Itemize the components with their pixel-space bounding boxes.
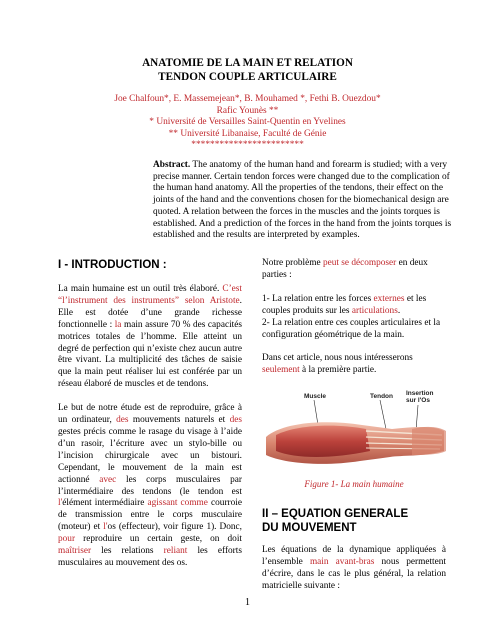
right-paragraph-5: Les équations de la dynamique appliquées à l’ensemble main avant-bras nous permettent d’écrire, dans le cas le plus général, la relation matricielle suivante : bbox=[262, 545, 446, 591]
figure-label-muscle: Muscle bbox=[304, 393, 327, 401]
right-column bbox=[262, 258, 446, 593]
right-paragraph-4: Dans cet article, nous nous intéresserons seulement à la première partie. bbox=[262, 353, 413, 376]
abstract-label: Abstract. bbox=[153, 160, 191, 170]
abstract bbox=[153, 160, 460, 242]
authors-line-2: Rafic Younès ** bbox=[216, 105, 279, 116]
paper-title-line1: ANATOMIE DE LA MAIN ET RELATION bbox=[142, 57, 353, 69]
right-paragraph-3: 2- La relation entre ces couples articulaires et la configuration géométrique de la main. bbox=[262, 317, 441, 340]
right-paragraph-2: 1- La relation entre les forces externes et les couples produits sur les articulations. bbox=[262, 293, 427, 316]
section2-heading-line2: DU MOUVEMENT bbox=[262, 522, 357, 535]
left-column bbox=[58, 258, 242, 570]
affiliation-2: ** Université Libanaise, Faculté de Génie bbox=[168, 128, 327, 139]
figure-label-tendon: Tendon bbox=[370, 393, 393, 401]
section2-heading-line1: II – EQUATION GENERALE bbox=[262, 508, 409, 521]
intro-paragraph-1: La main humaine est un outil très élaboré. C’est “l’instrument des instruments” selon Aristote. Elle est dotée d’une grande richesse fonctionnelle : la main assure 70 % des capacités motrices totales de l’homme. Elle atteint un degré de perfection qui n’existe chez aucun autre être vivant. La multiplicité des tâches de saisie que la main peut réaliser lui est conférée par un réseau élaboré de muscles et de tendons. bbox=[58, 284, 242, 390]
paper-title-line2: TENDON COUPLE ARTICULAIRE bbox=[158, 71, 337, 83]
abstract-text: The anatomy of the human hand and forearm is studied; with a very precise manner. Certain tendon forces were changed due to the complication of the human hand anatomy. All the properties of the tendons, their effect on the joints of the hand and the conventions chosen for the biomechanical design are quoted. A relation between the forces in the muscles and the joints torques is established. And a prediction of the forces in the hand from the joints torques is established and the results are interpreted by examples. bbox=[153, 160, 452, 241]
figure-caption: Figure 1- La main humaine bbox=[304, 479, 404, 490]
separator-stars: ************************ bbox=[191, 140, 304, 151]
intro-paragraph-2: Le but de notre étude est de reproduire, grâce à un ordinateur, des mouvements naturels et des gestes précis comme le rasage du visage à l’aide d’un rasoir, l’écriture avec un stylo-bille ou l’incision chirurgicale avec un bistouri. Cependant, le mouvement de la main est actionné avec les corps musculaires par l’intermédiaire des tendons (le tendon est l'élément intermédiaire agissant comme courroie de transmission entre le corps musculaire (moteur) et l'os (effecteur), voir figure 1). Donc, pour reproduire un certain geste, on doit maîtriser les relations reliant les efforts musculaires au mouvement des os. bbox=[58, 403, 242, 568]
authors-line: Joe Chalfoun*, E. Massemejean*, B. Mouhamed *, Fethi B. Ouezdou* bbox=[114, 94, 381, 104]
section1-heading: I - INTRODUCTION : bbox=[58, 259, 167, 271]
hand-anatomy-figure bbox=[262, 385, 446, 477]
forearm-hand-illustration bbox=[262, 385, 446, 477]
figure-label-insertion: Insertion sur l'Os bbox=[406, 390, 434, 405]
page-number: 1 bbox=[245, 597, 250, 608]
right-paragraph-1: Notre problème peut se décomposer en deux parties : bbox=[262, 258, 428, 280]
affiliation-1: * Université de Versailles Saint-Quentin en Yvelines bbox=[149, 117, 346, 128]
